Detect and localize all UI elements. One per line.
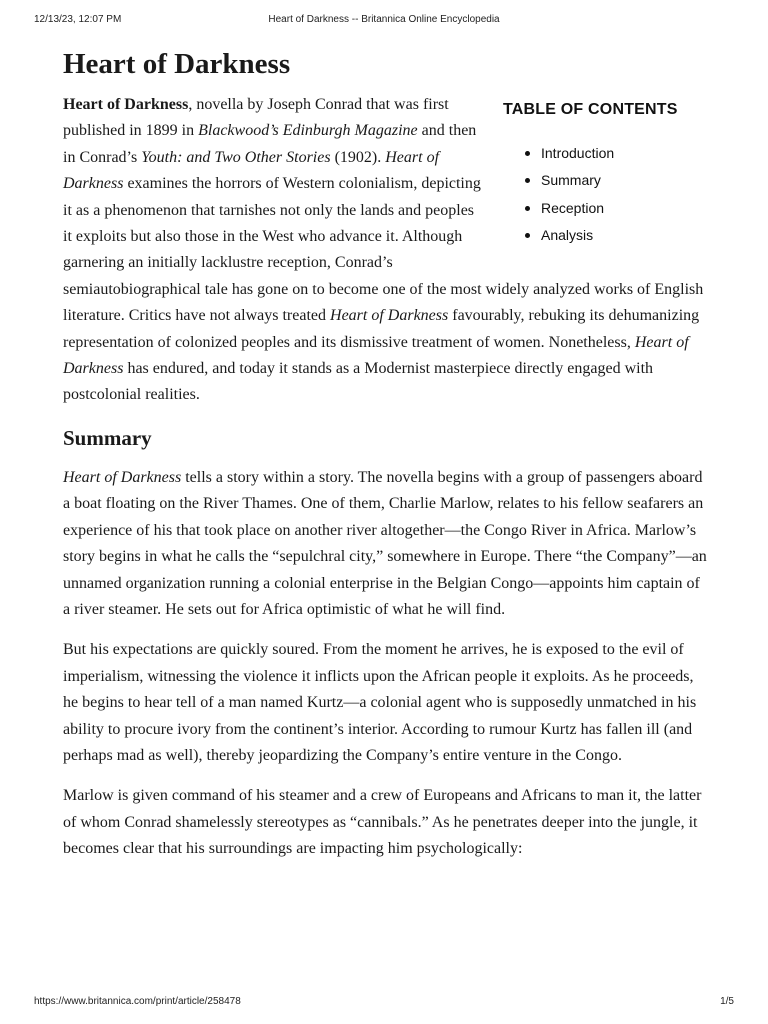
intro-text: examines the horrors of Western colonialism, depicting it as a phenomenon that tarnishes not only the lands and peoples it exploits but also those in the West who advance it. Although garnering an initially lacklustre reception, Conrad’s semiautobiographical tale has gone on to become one of the most widely analyzed works of English literature. Critics have not always treated [63, 175, 704, 325]
print-header [34, 14, 734, 30]
intro-italic-title: Heart of Darkness [330, 307, 449, 325]
print-url: https://www.britannica.com/print/article/258478 [34, 996, 241, 1007]
intro-italic-collection: Youth: and Two Other Stories [141, 148, 331, 166]
toc-item-introduction[interactable]: Introduction [525, 140, 718, 167]
intro-text: and then in Conrad’s [63, 122, 477, 166]
intro-italic-magazine: Blackwood’s Edinburgh Magazine [198, 122, 418, 140]
intro-text: (1902). [330, 148, 386, 166]
intro-text: , novella by Joseph Conrad that was first published in 1899 in [63, 96, 449, 140]
intro-italic-title: Heart of Darkness [63, 148, 440, 193]
intro-text: favourably, rebuking its dehumanizing representation of colonized peoples and its dismissive treatment of women. Nonetheless, [63, 307, 700, 351]
article [63, 44, 708, 877]
print-doc-title: Heart of Darkness -- Britannica Online Encyclopedia [268, 14, 500, 25]
print-datetime: 12/13/23, 12:07 PM [34, 14, 122, 25]
summary-paragraph-3: Marlow is given command of his steamer and a crew of Europeans and Africans to man it, the latter of whom Conrad shamelessly stereotypes as “cannibals.” As he penetrates deeper into the jungle, it becomes clear that his surroundings are impacting him psychologically: [63, 787, 702, 858]
intro-italic-title: Heart of Darkness [63, 333, 689, 378]
toc-list [503, 140, 718, 250]
intro-bold-title: Heart of Darkness [63, 96, 189, 113]
article-title: Heart of Darkness [63, 48, 291, 80]
table-of-contents [503, 98, 718, 250]
summary-paragraph-1 [63, 465, 708, 623]
page-number: 1/5 [720, 996, 734, 1007]
summary-heading: Summary [63, 425, 152, 450]
toc-item-summary[interactable]: Summary [525, 167, 718, 194]
summary-italic-title: Heart of Darkness [63, 468, 182, 486]
toc-item-analysis[interactable]: Analysis [525, 222, 718, 249]
print-footer [34, 996, 734, 1012]
toc-title: TABLE OF CONTENTS [503, 101, 678, 118]
summary-text: tells a story within a story. The novella begins with a group of passengers aboard a boat floating on the River Thames. One of them, Charlie Marlow, relates to his fellow seafarers an experience of his that took place on another river altogether—the Congo River in Africa. Marlow’s story begins in what he calls the “sepulchral city,” somewhere in Europe. There “the Company”—an unnamed organization running a colonial enterprise in the Belgian Congo—appoints him captain of a river steamer. He sets out for Africa optimistic of what he will find. [63, 468, 707, 618]
intro-text: has endured, and today it stands as a Modernist masterpiece directly engaged with postcolonial realities. [63, 360, 654, 404]
toc-item-reception[interactable]: Reception [525, 195, 718, 222]
summary-paragraph-2: But his expectations are quickly soured. From the moment he arrives, he is exposed to the evil of imperialism, witnessing the violence it inflicts upon the African people it exploits. As he proceeds, he begins to hear tell of a man named Kurtz—a colonial agent who is supposedly unmatched in his ability to procure ivory from the continent’s interior. According to rumour Kurtz has fallen ill (and perhaps mad as well), thereby jeopardizing the Company’s entire venture in the Congo. [63, 641, 697, 764]
